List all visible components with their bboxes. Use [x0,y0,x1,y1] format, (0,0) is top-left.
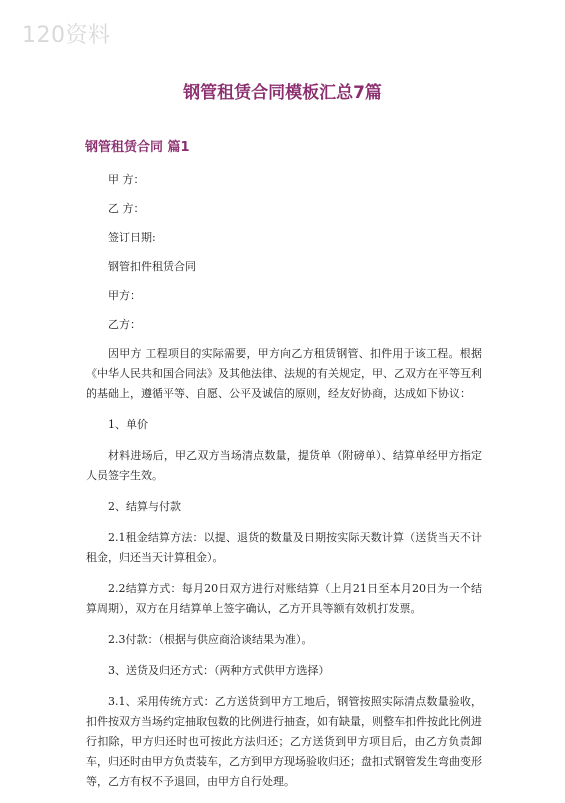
clause-paragraph: 材料进场后，甲乙双方当场清点数量，提货单（附磅单）、结算单经甲方指定人员签字生效。 [86,449,482,482]
watermark-logo: 120资料 [22,23,111,48]
signing-date-line: 签订日期: [108,231,156,244]
clause-paragraph: 2.1租金结算方法：以提、退货的数量及日期按实际天数计算（送货当天不计租金，归还当天计算租金）。 [86,531,482,564]
clause-paragraph: 2.2结算方式：每月20日双方进行对账结算（上月21日至本月20日为一个结算周期），双方在月结算单上签字确认，乙方开具等额有效机打发票。 [86,582,482,615]
clause-heading-settlement: 2、结算与付款 [108,500,181,513]
contract-name-line: 钢管扣件租赁合同 [108,260,196,273]
section-heading: 钢管租赁合同 篇1 [85,140,190,155]
party-b-line: 乙 方： [108,202,145,215]
document-body [86,170,482,803]
party-b-line-2: 乙方： [108,318,141,331]
clause-paragraph: 3.1、采用传统方式：乙方送货到甲方工地后，钢管按照实际清点数量验收，扣件按双方当场约定抽取包数的比例进行抽查，如有缺量，则整车扣件按此比例进行扣除，甲方归还时也可按此方法归还；乙方送货到甲方项目后，由乙方负责卸车，归还时由甲方负责装车，乙方到甲方现场验收归还；盘扣式钢管发生弯曲变形等，乙方有权不予退回，由甲方自行处理。 [86,695,482,788]
clause-heading-price: 1、单价 [108,418,148,431]
clause-paragraph: 2.3付款：（根据与供应商洽谈结果为准）。 [108,633,313,646]
preamble-paragraph: 因甲方 工程项目的实际需要，甲方向乙方租赁钢管、扣件用于该工程。根据《中华人民共和国合同法》及其他法律、法规的有关规定，甲、乙双方在平等互利的基础上，遵循平等、自愿、公平及诚信的原则，经友好协商，达成如下协议： [86,347,482,400]
party-a-line: 甲 方： [108,173,145,186]
document-title: 钢管租赁合同模板汇总7篇 [183,83,382,103]
party-a-line-2: 甲方： [108,289,141,302]
clause-heading-delivery: 3、送货及归还方式：（两种方式供甲方选择） [108,664,330,677]
